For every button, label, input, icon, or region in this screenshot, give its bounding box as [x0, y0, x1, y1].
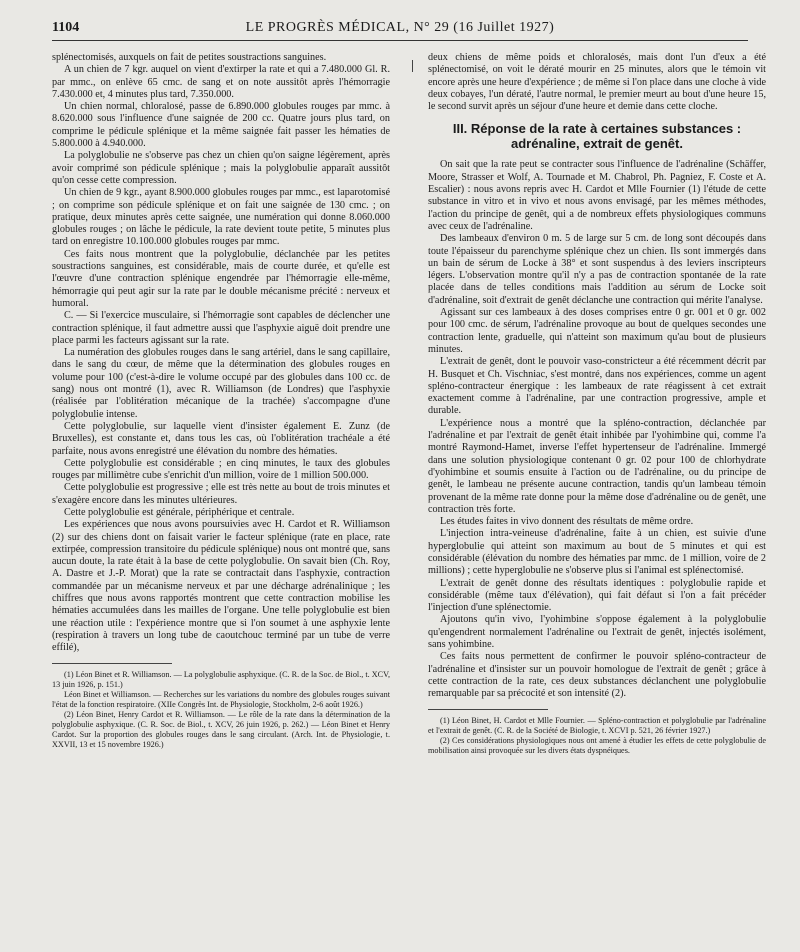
- paragraph: Agissant sur ces lambeaux à des doses comprises entre 0 gr. 001 et 0 gr. 002 pour 100 cmc. de sérum, l'adrénaline provoque au bout de quelques secondes une contraction lente, graduelle, qui n'atteint son maximum qu'au bout de plusieurs minutes.: [428, 307, 766, 355]
- paragraph: La numération des globules rouges dans le sang artériel, dans le sang capillaire, dans le sang du cœur, de même que la détermination des globules rouges en volume pour 100 (c'est-à-dire le volume occupé par des globules dans 100 cc. de sang) nous ont montré (1), avec R. Williamson (de Londres) que l'asphyxie (réalisée par l'oblitération mécanique de la trachée) s'accompagne d'une polyglobulie intense.: [52, 347, 390, 420]
- paragraph: A un chien de 7 kgr. auquel on vient d'extirper la rate et qui a 7.480.000 Gl. R. par mmc., on enlève 65 cmc. de sang et on note aussitôt après l'hémorragie 7.430.000 et, 4 minutes plus tard, 7.350.000.: [52, 64, 390, 100]
- paragraph: Les études faites in vivo donnent des résultats de même ordre.: [440, 516, 694, 528]
- footnote: Léon Binet et Williamson. — Recherches sur les variations du nombre des globules rouges suivant l'état de la fonction respiratoire. (XIIe Congrès Int. de Physiologie, Stockholm, 2-6 août 1926.): [52, 689, 390, 709]
- footnote: (1) Léon Binet, H. Cardot et Mlle Fournier. — Spléno-contraction et polyglobulie par l'adrénaline et l'extrait de genêt. (C. R. de la Société de Biologie, t. XCVI p. 521, 26 février 1927.): [428, 715, 766, 735]
- footnote-rule: [52, 663, 172, 664]
- paragraph: On sait que la rate peut se contracter sous l'influence de l'adrénaline (Schäffer, Moore, Strasser et Wolf, A. Tournade et M. Chabrol, Ph. Pagniez, F. Coste et A. Escalier) : nous avons repris avec H. Cardot et Mlle Fournier (1) l'étude de cette substance in vitro et in vivo et nous avons envisagé, par les mêmes méthodes, l'action du principe de genêt, qui a de nombreux effets physiologiques communs avec ceux de l'adrénaline.: [428, 159, 766, 232]
- footnote-rule: [428, 709, 548, 710]
- column-separator: [412, 60, 413, 72]
- paragraph: Cette polyglobulie est considérable ; en cinq minutes, le taux des globules rouges par millimètre cube s'enrichit d'un million, voire de 1 million 500.000.: [52, 457, 390, 482]
- paragraph: L'extrait de genêt, dont le pouvoir vaso-constricteur a été récemment décrit par H. Busquet et Ch. Vischniac, s'est montré, dans nos expériences, comme un agent spléno-contracteur énergique : les lambeaux de rate réagissent à cet extrait exactement comme à l'adrénaline, par une contraction progressive, ample et durable.: [428, 356, 766, 417]
- footnotes: [52, 670, 390, 750]
- footnotes: [428, 716, 766, 756]
- left-column: [52, 52, 390, 750]
- paragraph: Ces faits nous montrent que la polyglobulie, déclanchée par les petites soustractions sanguines, est considérable, mais de courte durée, et qu'elle est l'œuvre d'une contraction splénique engendrée par l'hémorragie elle-même, hémorragie qui peut agir sur la rate par le double mécanisme précité : nerveux et humoral.: [52, 248, 390, 309]
- paragraph: L'injection intra-veineuse d'adrénaline, faite à un chien, est suivie d'une hyperglobulie qui atteint son maximum au bout de 5 minutes et qui est considérable (élévation du nombre des hématies par mmc. de 1 million, voire de 2 millions) ; cette hyperglobulie ne s'observe plus si l'animal est splénectomisé.: [428, 528, 766, 577]
- paragraph: Un chien de 9 kgr., ayant 8.900.000 globules rouges par mmc., est laparotomisé ; on comprime son pédicule splénique et on fait une saignée de 130 cmc. ; on pratique, deux minutes après cette saignée, une numération qui donne 8.060.000 globules rouges ; on lâche le pédicule, la rate devient toute petite, 5 minutes plus tard on enregistre 10.100.000 globules rouges par mmc.: [52, 187, 390, 248]
- paragraph: Les expériences que nous avons poursuivies avec H. Cardot et R. Williamson (2) sur des chiens dont on faisait varier le facteur splénique (rate en place, rate extirpée, compression transitoire du pédicule splénique) nous ont montré que, sans aucun doute, la rate était à la base de cette polyglobulie. On savait bien (Ch. Roy, A. Dastre et J.-P. Morat) que la rate se contractait dans l'asphyxie, contraction commandée par un mécanisme nerveux et par une décharge adrénalinique ; les chiffres que nous avons rapportés montrent que cette contraction mobilise les hématies accumulées dans les mailles de l'organe. Une telle polyglobulie est bien une réaction utile : l'expérience montre que si l'on soumet à une asphyxie lente (respiration à travers un long tube de caoutchouc terminé par un tube de verre effilé),: [52, 519, 390, 654]
- right-column: [428, 52, 766, 756]
- paragraph: L'expérience nous a montré que la spléno-contraction, déclanchée par l'adrénaline et par l'extrait de genêt était inhibée par l'yohimbine qui, comme l'a montré Raymond-Hamet, inverse l'effet hypertenseur de l'adrénaline. Immergé dans une solution physiologique contenant 0 gr. 02 pour 100 de chlorhydrate d'yohimbine et soumis ensuite à l'action ou de l'adrénaline, ou du principe de genêt, le lambeau ne présente aucune contraction, tandis qu'un lambeau témoin provenant de la même rate donne pour la même dose d'adrénaline ou de genêt, une contraction très forte.: [428, 417, 766, 515]
- page-header: [52, 12, 748, 41]
- footnote: (2) Léon Binet, Henry Cardot et R. Williamson. — Le rôle de la rate dans la détermination de la polyglobulie asphyxique. (C. R. Soc. de Biol., t. XCV, 26 juin 1926, p. 262.) — Léon Binet et Henry Cardot. Sur la proportion des globules rouges dans le sang circulant. (Arch. Int. de Physiologie, t. XXVII, 13 et 15 novembre 1926.): [52, 709, 390, 749]
- paragraph: Ajoutons qu'in vivo, l'yohimbine s'oppose également à la polyglobulie qu'engendrent normalement l'adrénaline ou l'extrait de genêt, injectés isolément, sans yohimbine.: [428, 614, 766, 651]
- paragraph: C. — Si l'exercice musculaire, si l'hémorragie sont capables de déclencher une contraction splénique, il faut admettre aussi que l'asphyxie aiguë doit prendre une place parmi les facteurs agissant sur la rate.: [52, 310, 390, 346]
- paragraph: Des lambeaux d'environ 0 m. 5 de large sur 5 cm. de long sont découpés dans toute l'épaisseur du parenchyme splénique chez un chien. Ils sont immergés dans un bain de sérum de Locke à 38° et sont suspendus à des leviers inscripteurs légers. L'observation montre qu'il n'y a pas de contraction spontanée de la rate placée dans de telles conditions mais l'addition au sérum de Locke soit d'adrénaline, soit d'extrait de genêt déclanche une contraction qui mérite l'analyse.: [428, 233, 766, 306]
- paragraph: L'extrait de genêt donne des résultats identiques : polyglobulie rapide et considérable (même taux d'élévation), qui fait défaut si l'on a fait précéder l'injection d'une splénectomie.: [428, 577, 766, 614]
- paragraph: deux chiens de même poids et chloralosés, mais dont l'un d'eux a été splénectomisé, on voit le dératé mourir en 25 minutes, alors que le témoin vit encore après une heure d'expérience ; de même si l'on place dans une cloche à vide deux cobayes, l'un dératé, l'autre normal, le premier meurt au bout d'une heure 15, le second survit après un séjour d'une heure et demie dans cette cloche.: [428, 52, 766, 113]
- paragraph: Un chien normal, chloralosé, passe de 6.890.000 globules rouges par mmc. à 8.620.000 sous l'influence d'une saignée de 200 cc. Quatre jours plus tard, on comprime le pédicule splénique et la même saignée fait passer les hématies de 5.800.000 à 4.940.000.: [52, 101, 390, 150]
- paragraph: Cette polyglobulie est générale, périphérique et centrale.: [64, 506, 295, 518]
- paragraph: La polyglobulie ne s'observe pas chez un chien qu'on saigne légèrement, après avoir comprimé son pédicule splénique ; mais la polyglobulie apparaît aussitôt qu'on cesse cette compression.: [52, 150, 390, 186]
- paragraph: Cette polyglobulie est progressive ; elle est très nette au bout de trois minutes et s'exagère encore dans les minutes ultérieures.: [52, 482, 390, 506]
- paragraph: Ces faits nous permettent de confirmer le pouvoir spléno-contracteur de l'adrénaline et d'insister sur un pouvoir homologue de l'extrait de genêt ; grâce à cette contraction de la rate, ces deux substances déclanchent une polyglobulie remarquable par sa précocité et son intensité (2).: [428, 651, 766, 700]
- page-number: 1104: [52, 20, 80, 35]
- paragraph: splénectomisés, auxquels on fait de petites soustractions sanguines.: [52, 52, 327, 63]
- running-title: LE PROGRÈS MÉDICAL, N° 29 (16 Juillet 1927): [245, 20, 555, 35]
- footnote: (1) Léon Binet et R. Williamson. — La polyglobulie asphyxique. (C. R. de la Soc. de Biol., t. XCV, 13 juin 1926, p. 151.): [52, 669, 390, 689]
- section-heading: III. Réponse de la rate à certaines substances : adrénaline, extrait de genêt.: [452, 121, 742, 152]
- paragraph: Cette polyglobulie, sur laquelle vient d'insister également E. Zunz (de Bruxelles), est constante et, dans tous les cas, où l'oblitération trachéale a été parfaite, nous avons enregistré une élévation du nombre des hématies.: [52, 420, 390, 457]
- footnote: (2) Ces considérations physiologiques nous ont amené à étudier les effets de cette polyglobulie de mobilisation ainsi provoquée sur les divers états dyspnéiques.: [428, 735, 766, 755]
